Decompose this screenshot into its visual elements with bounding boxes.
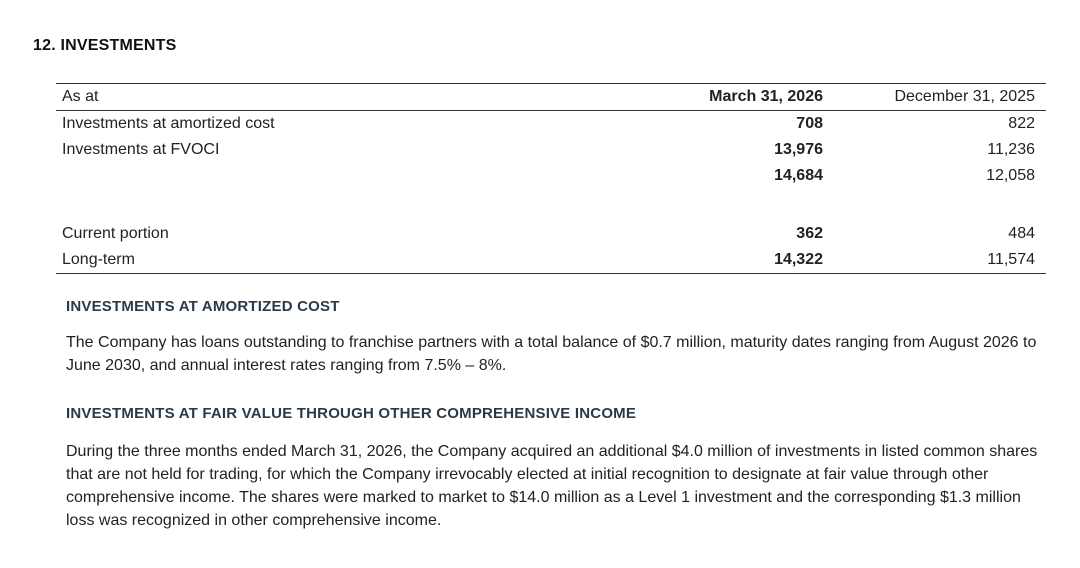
header-december-2025: December 31, 2025 [894, 88, 1035, 105]
row-value-december-2025: 11,236 [987, 141, 1035, 158]
row-label: Current portion [62, 225, 169, 242]
amortized-cost-heading: INVESTMENTS AT AMORTIZED COST [66, 298, 340, 315]
row-value-march-2026: 708 [796, 115, 823, 132]
table-row [56, 247, 1046, 273]
amortized-cost-paragraph: The Company has loans outstanding to franchise partners with a total balance of $0.7 million, maturity dates ranging from August 2026 to June 2030, and annual interest rates ranging from 7.5% – 8%. [66, 334, 1037, 374]
row-value-december-2025: 484 [1008, 225, 1035, 242]
row-label: Investments at amortized cost [62, 115, 275, 132]
table-spacer [56, 189, 1046, 221]
row-value-december-2025: 11,574 [987, 251, 1035, 268]
header-label: As at [62, 88, 99, 105]
table-row [56, 137, 1046, 163]
total-march-2026: 14,684 [774, 167, 823, 184]
table-row [56, 111, 1046, 137]
fvoci-paragraph: During the three months ended March 31, 2026, the Company acquired an additional $4.0 million of investments in listed common shares that are not held for trading, for which the Company irrevocably elected at initial recognition to designate at fair value through other comprehensive income. The shares were marked to market to $14.0 million as a Level 1 investment and the corresponding $1.3 million loss was recognized in other comprehensive income. [66, 443, 1038, 529]
row-value-march-2026: 14,322 [774, 251, 823, 268]
row-value-march-2026: 362 [796, 225, 823, 242]
investments-table [56, 83, 1046, 274]
row-label: Investments at FVOCI [62, 141, 220, 158]
row-value-december-2025: 822 [1008, 115, 1035, 132]
row-label: Long-term [62, 251, 135, 268]
table-row [56, 221, 1046, 247]
table-header-row [56, 84, 1046, 111]
fvoci-heading: INVESTMENTS AT FAIR VALUE THROUGH OTHER COMPREHENSIVE INCOME [66, 405, 637, 422]
row-value-march-2026: 13,976 [774, 141, 823, 158]
header-march-2026: March 31, 2026 [709, 88, 823, 105]
table-total-row [56, 163, 1046, 189]
section-title: 12. INVESTMENTS [33, 37, 177, 54]
total-december-2025: 12,058 [986, 167, 1035, 184]
